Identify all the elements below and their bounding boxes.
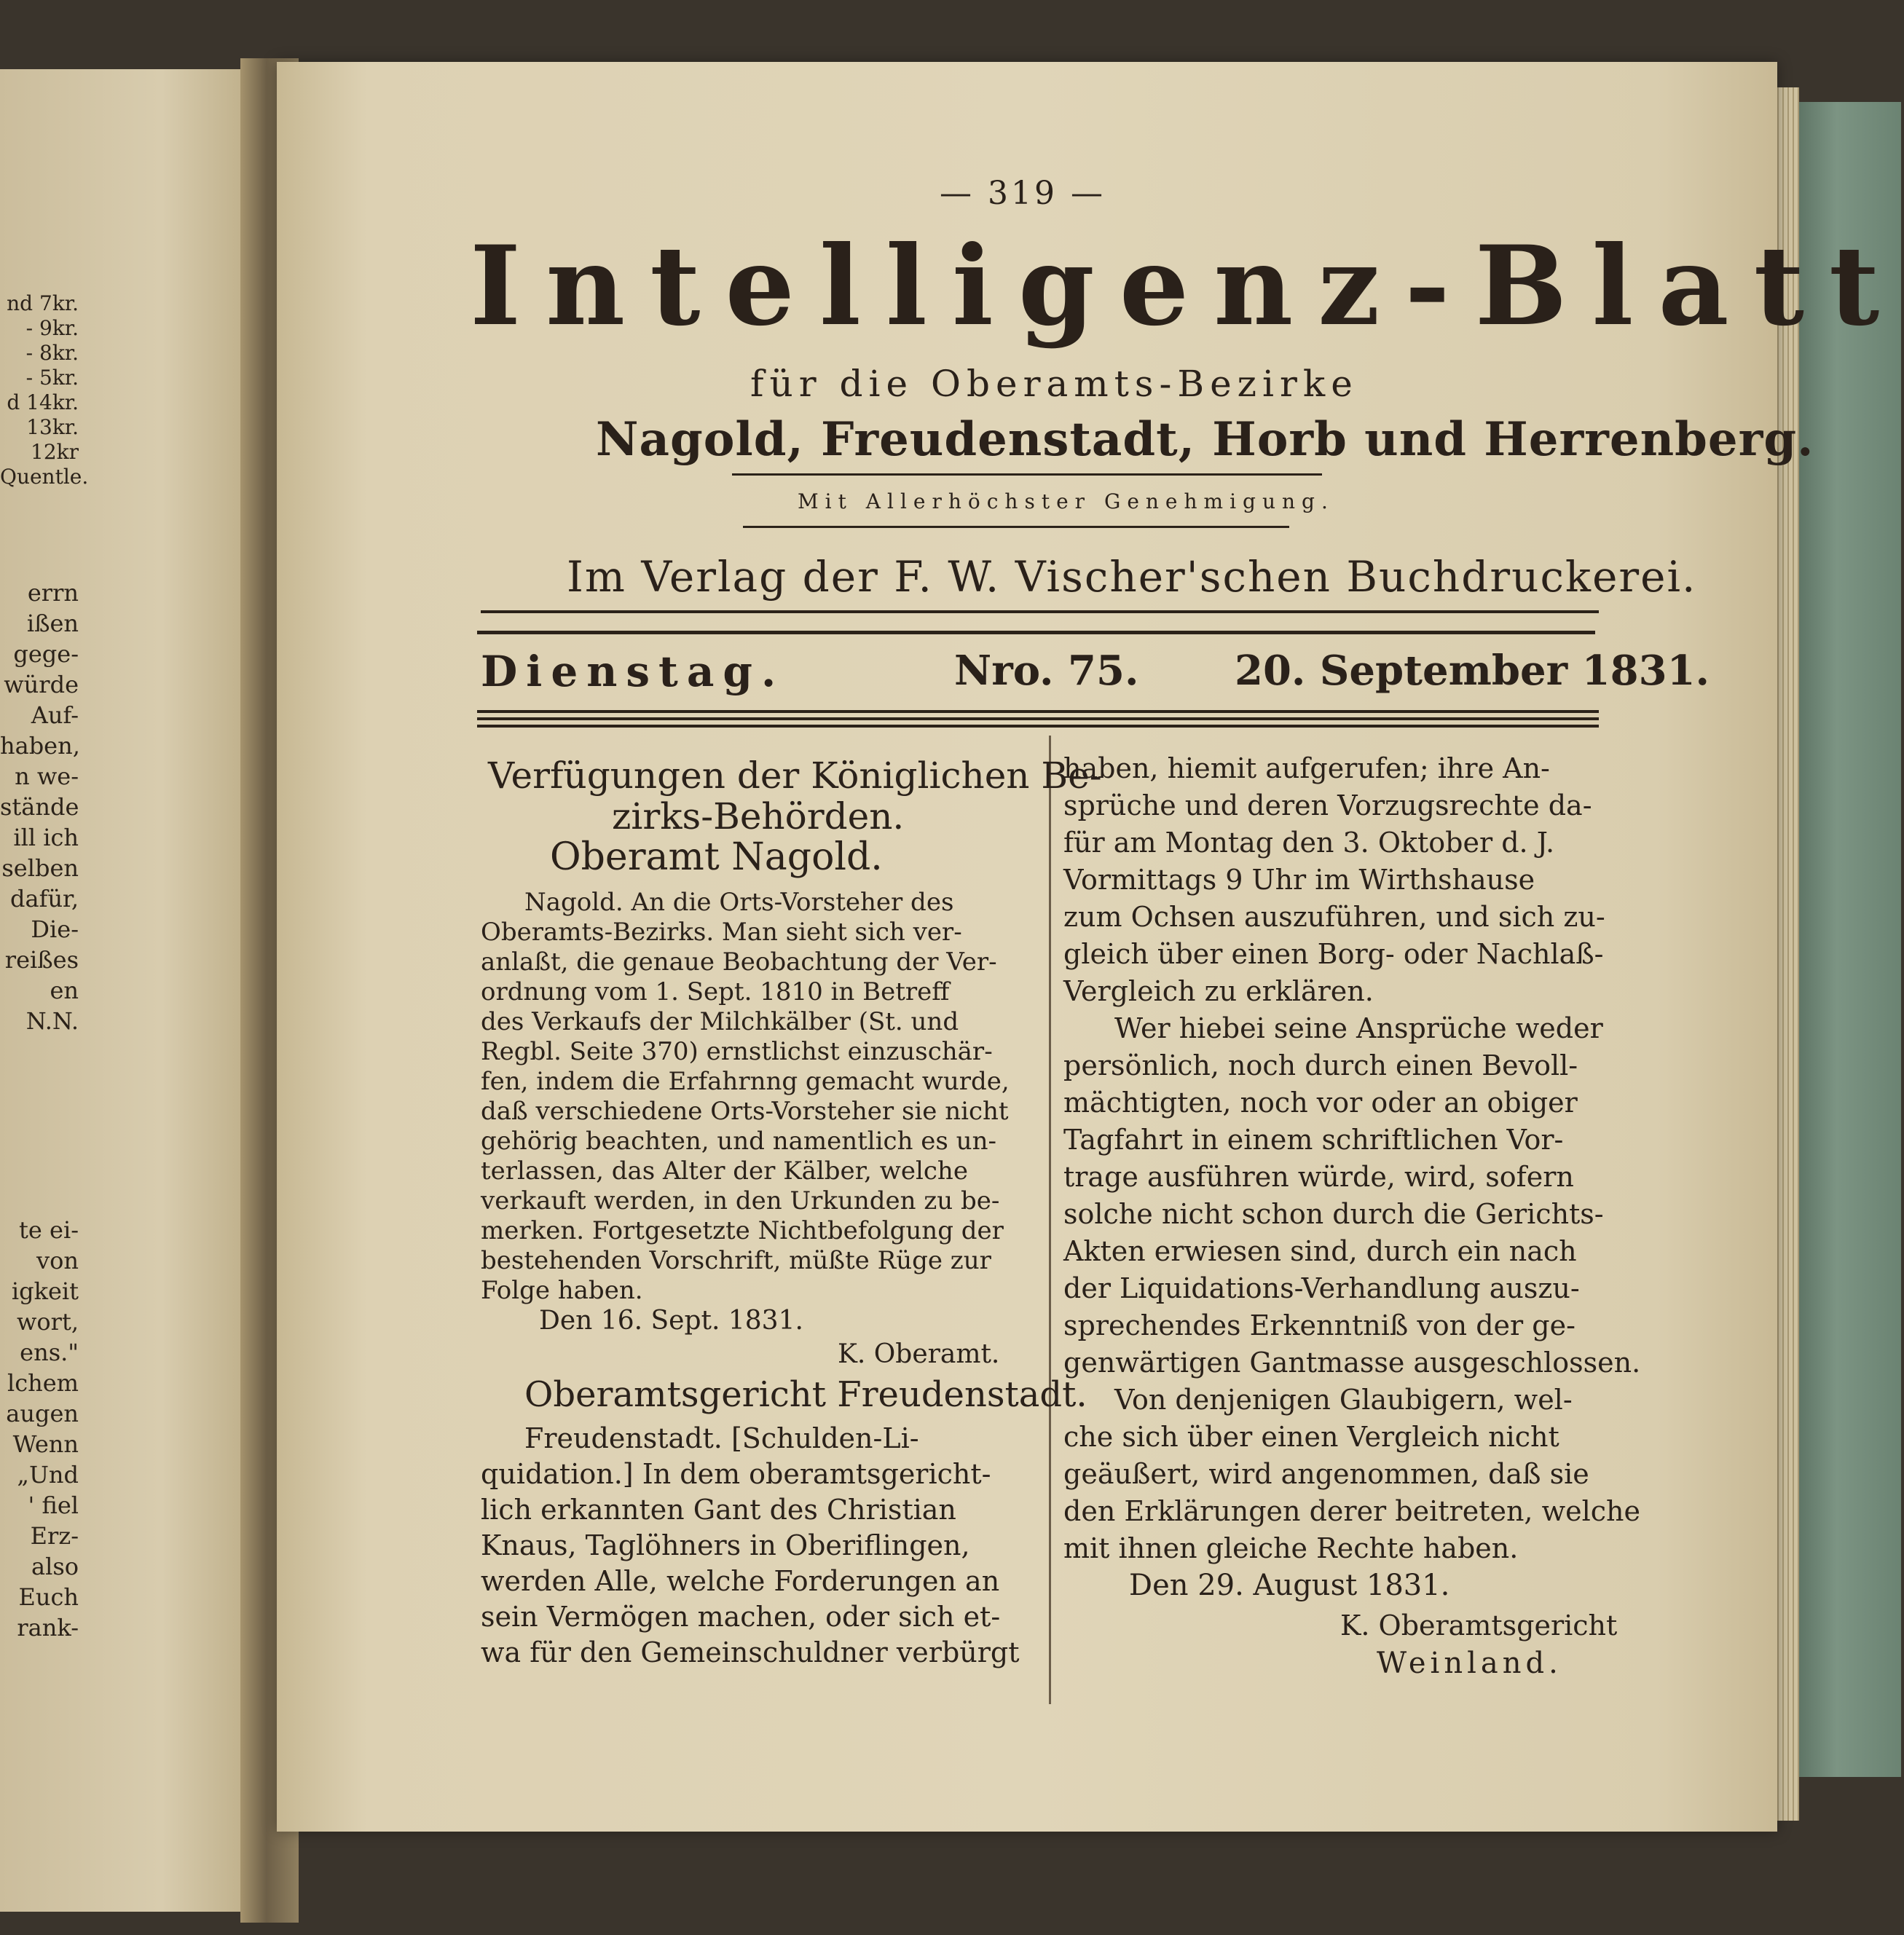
- left-page-fragment-line: - 8kr.: [25, 341, 79, 365]
- body-line: werden Alle, welche Forderungen an: [481, 1565, 1000, 1597]
- body-line: Oberamts-Bezirks. Man sieht sich ver-: [481, 918, 962, 947]
- issue-day: Dienstag.: [481, 647, 785, 696]
- body-line: Von denjenigen Glaubigern, wel-: [1114, 1384, 1573, 1416]
- body-line: gehörig beachten, und namentlich es un-: [481, 1127, 996, 1156]
- body-line: Folge haben.: [481, 1276, 643, 1305]
- left-page-fragment-line: „Und: [17, 1461, 79, 1489]
- body-line: lich erkannten Gant des Christian: [481, 1494, 956, 1526]
- left-page-fragment-line: te ei-: [19, 1216, 79, 1244]
- body-line: ordnung vom 1. Sept. 1810 in Betreff: [481, 977, 950, 1006]
- left-page-fragment-line: n we-: [15, 762, 79, 790]
- body-line: Tagfahrt in einem schriftlichen Vor-: [1063, 1124, 1564, 1156]
- subtitle: für die Oberamts-Bezirke: [750, 363, 1358, 405]
- left-page-fragment-line: haben,: [0, 732, 80, 760]
- body-line: Akten erwiesen sind, durch ein nach: [1063, 1235, 1577, 1267]
- left-page-fragment-line: Auf-: [31, 701, 79, 729]
- section-heading: zirks-Behörden.: [612, 795, 905, 838]
- date-line: Den 16. Sept. 1831.: [539, 1306, 803, 1336]
- book-cover-edge: [1793, 102, 1901, 1777]
- left-page-fragment-line: gege-: [13, 640, 79, 668]
- body-line: für am Montag den 3. Oktober d. J.: [1063, 827, 1555, 859]
- approval-line: Mit Allerhöchster Genehmigung.: [798, 489, 1334, 513]
- body-line: mächtigten, noch vor oder an obiger: [1063, 1087, 1578, 1119]
- body-line: Freudenstadt. [Schulden-Li-: [524, 1422, 919, 1454]
- office-heading: Oberamtsgericht Freudenstadt.: [524, 1374, 1087, 1415]
- body-line: terlassen, das Alter der Kälber, welche: [481, 1156, 968, 1186]
- left-page-fragment-line: augen: [6, 1400, 79, 1427]
- signature-line: K. Oberamtsgericht: [1340, 1609, 1618, 1642]
- body-line: Vormittags 9 Uhr im Wirthshause: [1063, 864, 1535, 896]
- left-page-fragment-line: reißes: [4, 946, 79, 974]
- left-page-fragment-line: lchem: [7, 1369, 79, 1397]
- left-page-fragment-line: wort,: [17, 1308, 79, 1336]
- body-line: des Verkaufs der Milchkälber (St. und: [481, 1007, 959, 1036]
- left-page-fragment-line: selben: [1, 854, 79, 882]
- body-line: den Erklärungen derer beitreten, welche: [1063, 1495, 1640, 1527]
- body-line: bestehenden Vorschrift, müßte Rüge zur: [481, 1246, 991, 1275]
- body-line: geäußert, wird angenommen, daß sie: [1063, 1458, 1589, 1490]
- body-line: mit ihnen gleiche Rechte haben.: [1063, 1532, 1519, 1564]
- body-line: merken. Fortgesetzte Nichtbefolgung der: [481, 1216, 1004, 1245]
- date-line: Den 29. August 1831.: [1129, 1569, 1450, 1602]
- issue-date: 20. September 1831.: [1235, 647, 1710, 695]
- left-page-fragment-line: dafür,: [10, 885, 79, 913]
- issue-number: Nro. 75.: [954, 647, 1139, 695]
- left-page-fragment-line: 12kr: [31, 440, 79, 464]
- left-page-fragment-line: Quentle.: [0, 465, 89, 489]
- left-page-fragment-line: igkeit: [11, 1277, 79, 1305]
- left-page-fragment-line: ' fiel: [28, 1491, 79, 1519]
- body-line: persönlich, noch durch einen Bevoll-: [1063, 1049, 1578, 1081]
- page-number: — 319 —: [940, 175, 1106, 212]
- left-page-fragment-line: N.N.: [25, 1007, 79, 1035]
- body-line: wa für den Gemeinschuldner verbürgt: [481, 1636, 1020, 1668]
- signature-line: Weinland.: [1377, 1647, 1562, 1680]
- body-line: daß verschiedene Orts-Vorsteher sie nicht: [481, 1097, 1009, 1126]
- body-line: quidation.] In dem oberamtsgericht-: [481, 1458, 991, 1490]
- section-heading: Verfügungen der Königlichen Be-: [488, 754, 1102, 797]
- left-page-fragment-line: von: [36, 1247, 79, 1274]
- office-heading: Oberamt Nagold.: [550, 835, 883, 879]
- signature-line: K. Oberamt.: [838, 1339, 1000, 1369]
- body-line: verkauft werden, in den Urkunden zu be-: [481, 1186, 1000, 1215]
- left-page-fragment-line: 13kr.: [26, 415, 79, 439]
- body-line: sein Vermögen machen, oder sich et-: [481, 1601, 1001, 1633]
- left-page-fragment-line: errn: [27, 579, 79, 607]
- left-page-fragment-line: en: [50, 977, 79, 1004]
- left-page-fragment-line: Euch: [18, 1583, 79, 1611]
- body-line: anlaßt, die genaue Beobachtung der Ver-: [481, 947, 997, 977]
- body-line: haben, hiemit aufgerufen; ihre An-: [1063, 752, 1550, 784]
- body-line: Wer hiebei seine Ansprüche weder: [1114, 1012, 1603, 1044]
- body-line: sprechendes Erkenntniß von der ge-: [1063, 1309, 1575, 1341]
- publisher-line: Im Verlag der F. W. Vischer'schen Buchdruckerei.: [567, 552, 1697, 602]
- body-line: Vergleich zu erklären.: [1063, 975, 1374, 1007]
- left-page-fragment-line: ill ich: [13, 824, 79, 851]
- left-page-fragment-line: würde: [4, 671, 79, 698]
- left-page-fragment-line: rank-: [17, 1614, 79, 1642]
- districts-line: Nagold, Freudenstadt, Horb und Herrenberg.: [596, 412, 1814, 467]
- body-line: Nagold. An die Orts-Vorsteher des: [524, 888, 954, 917]
- left-page-fragment-line: Wenn: [12, 1430, 79, 1458]
- column-divider: [1049, 736, 1051, 1704]
- left-page-fragment-line: also: [31, 1553, 79, 1580]
- left-page-fragment-line: Erz-: [30, 1522, 79, 1550]
- left-page-fragment-line: stände: [0, 793, 79, 821]
- body-line: fen, indem die Erfahrnng gemacht wurde,: [481, 1067, 1010, 1096]
- body-line: der Liquidations-Verhandlung auszu-: [1063, 1272, 1580, 1304]
- body-line: genwärtigen Gantmasse ausgeschlossen.: [1063, 1347, 1641, 1379]
- body-line: Knaus, Taglöhners in Oberiflingen,: [481, 1529, 970, 1561]
- left-page-fragment-line: nd 7kr.: [7, 291, 79, 315]
- body-line: sprüche und deren Vorzugsrechte da-: [1063, 789, 1592, 821]
- left-page-fragment-line: ens.": [20, 1339, 79, 1366]
- body-line: trage ausführen würde, wird, sofern: [1063, 1161, 1574, 1193]
- body-line: gleich über einen Borg- oder Nachlaß-: [1063, 938, 1604, 970]
- left-page-fragment-line: ißen: [26, 610, 79, 637]
- newspaper-title: Intelligenz-Blatt: [470, 222, 1904, 350]
- left-page-fragment-line: d 14kr.: [7, 390, 79, 414]
- left-page-fragment-line: Die-: [31, 915, 79, 943]
- left-page-fragment-line: - 9kr.: [25, 316, 79, 340]
- body-line: solche nicht schon durch die Gerichts-: [1063, 1198, 1604, 1230]
- left-page-fragment-line: - 5kr.: [25, 366, 79, 390]
- body-line: che sich über einen Vergleich nicht: [1063, 1421, 1559, 1453]
- body-line: zum Ochsen auszuführen, und sich zu-: [1063, 901, 1605, 933]
- body-line: Regbl. Seite 370) ernstlichst einzuschär-: [481, 1037, 993, 1066]
